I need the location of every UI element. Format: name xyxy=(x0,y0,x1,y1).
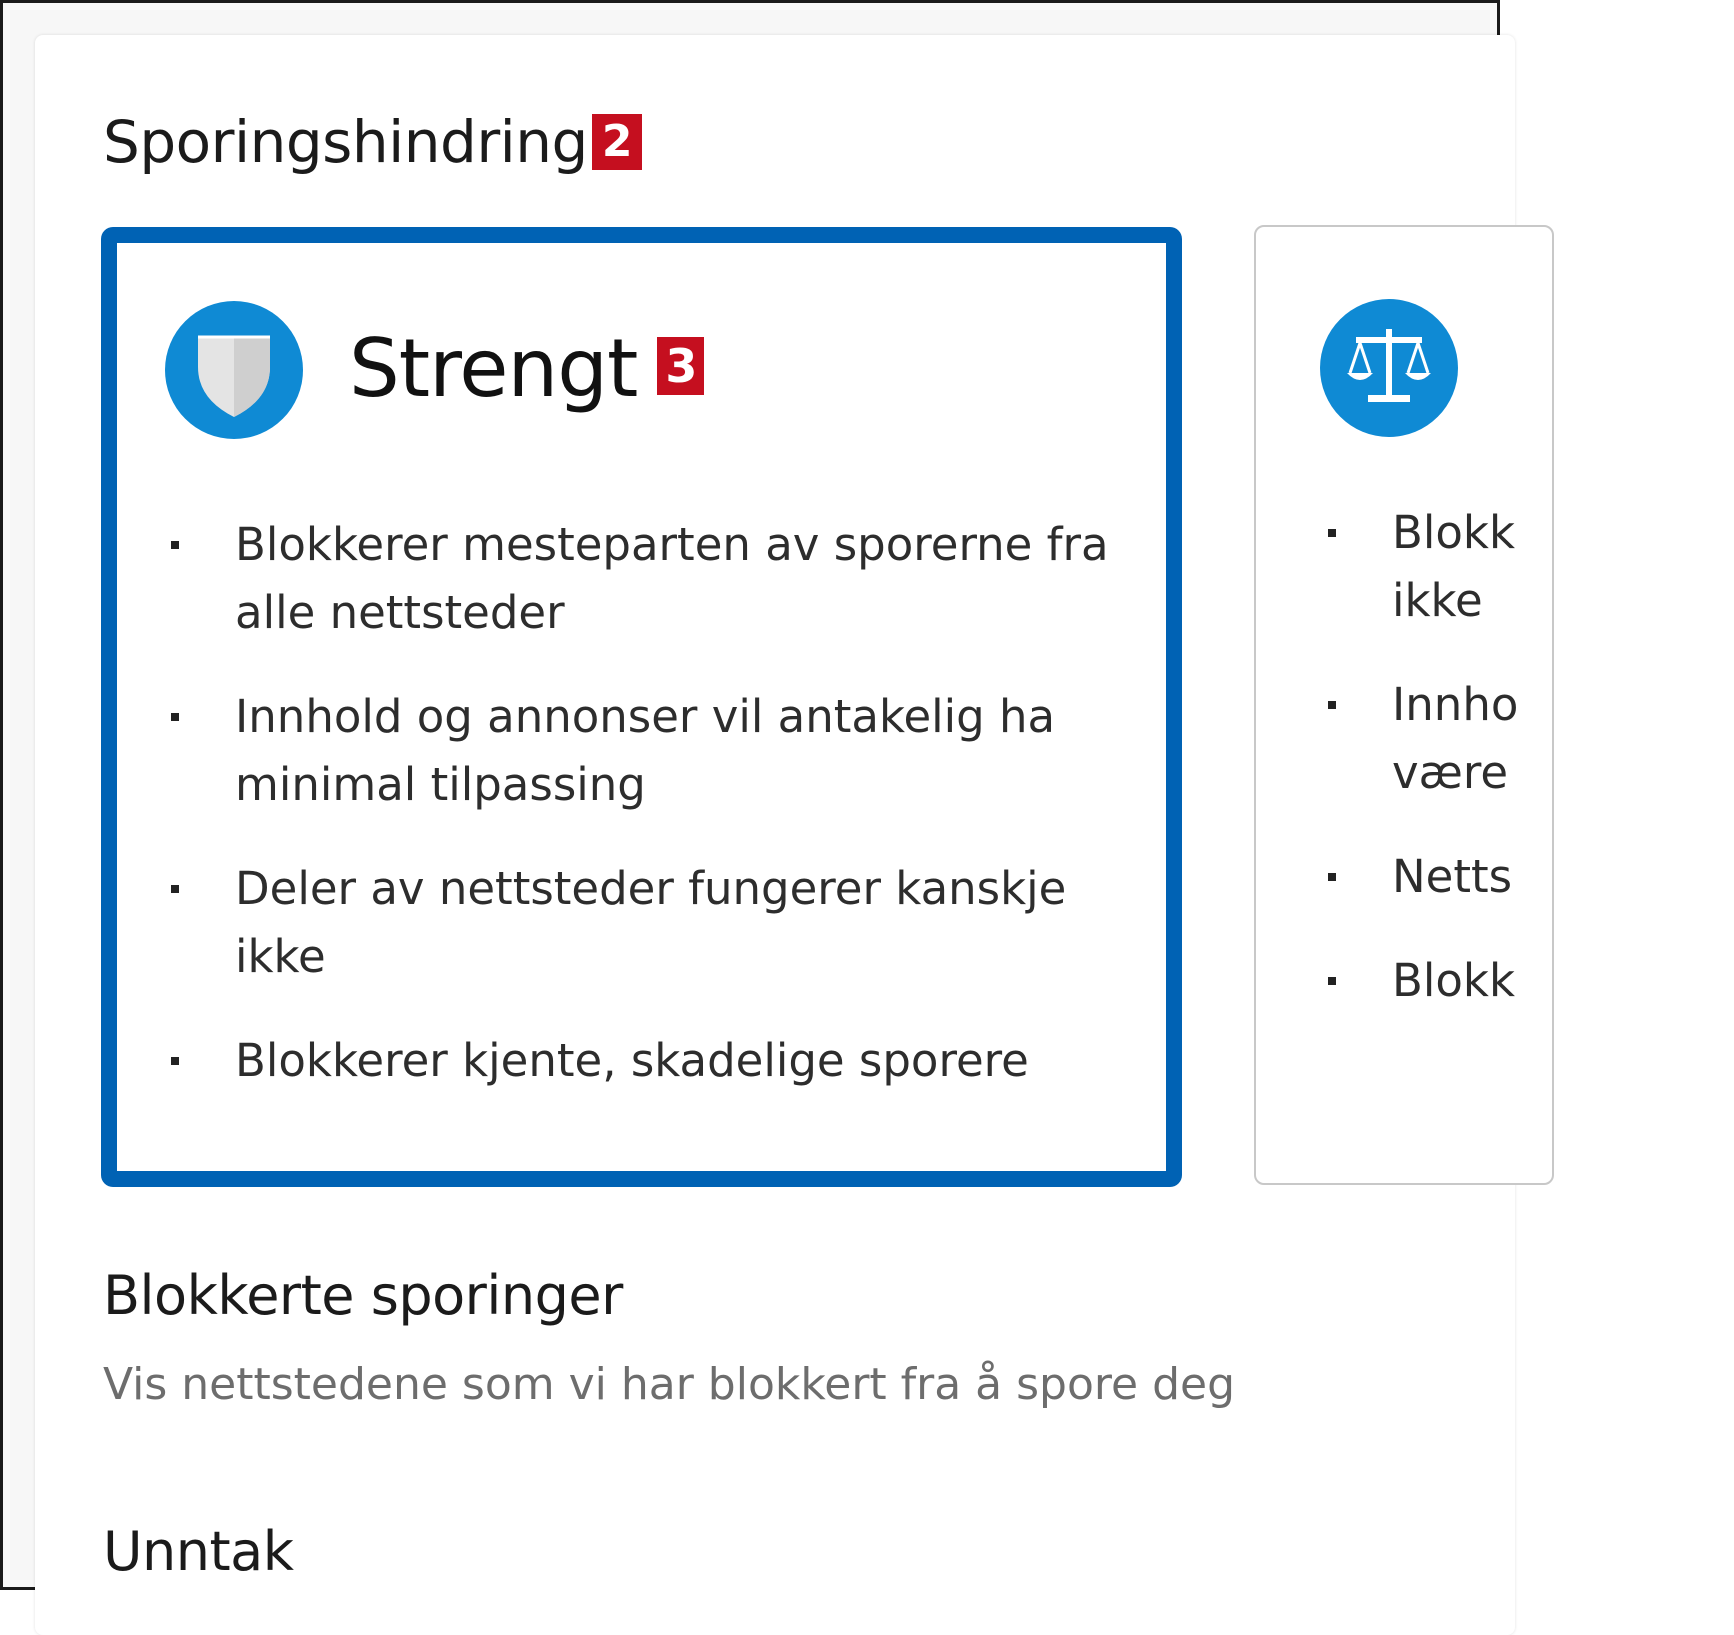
feature-text: Blokkerer kjente, skadelige sporere xyxy=(235,1034,1029,1087)
shield-icon xyxy=(165,301,303,439)
bullet-icon xyxy=(171,713,179,721)
feature-list xyxy=(157,511,1117,1131)
feature-item xyxy=(157,511,1117,647)
feature-item xyxy=(157,683,1117,819)
feature-item xyxy=(1314,947,1734,1015)
feature-item xyxy=(1314,499,1734,635)
feature-text: Netts xyxy=(1392,850,1513,903)
blocked-trackers-description: Vis nettstedene som vi har blokkert fra å spore deg xyxy=(103,1359,1236,1410)
step-badge: 2 xyxy=(592,114,642,170)
bullet-icon xyxy=(171,541,179,549)
scales-icon xyxy=(1320,299,1458,437)
strict-option-card[interactable] xyxy=(101,227,1182,1187)
bullet-icon xyxy=(171,1057,179,1065)
feature-item xyxy=(157,855,1117,991)
blocked-trackers-link[interactable]: Blokkerte sporinger xyxy=(103,1264,623,1327)
feature-item xyxy=(1314,843,1734,911)
feature-text: Innhold og annonser vil antakelig ha minimal tilpassing xyxy=(235,690,1056,811)
feature-text: Innho xyxy=(1392,678,1519,731)
feature-text: Blokk xyxy=(1392,506,1516,559)
exceptions-heading[interactable]: Unntak xyxy=(103,1520,294,1583)
feature-text: Blokkerer mesteparten av sporerne fra alle nettsteder xyxy=(235,518,1109,639)
feature-list xyxy=(1314,499,1734,1051)
feature-item xyxy=(157,1027,1117,1095)
step-badge: 3 xyxy=(657,337,704,395)
balanced-option-card[interactable] xyxy=(1254,225,1554,1185)
strict-option-title-text: Strengt xyxy=(349,322,638,415)
feature-text: Deler av nettsteder fungerer kanskje ikke xyxy=(235,862,1067,983)
bullet-icon xyxy=(171,885,179,893)
section-title xyxy=(103,107,642,177)
feature-text: Blokk xyxy=(1392,954,1516,1007)
bullet-icon xyxy=(1328,529,1336,537)
strict-option-title xyxy=(349,321,704,417)
section-title-text: Sporingshindring xyxy=(103,108,588,176)
bullet-icon xyxy=(1328,701,1336,709)
bullet-icon xyxy=(1328,977,1336,985)
feature-item xyxy=(1314,671,1734,807)
feature-text: være xyxy=(1392,746,1509,799)
feature-text: ikke xyxy=(1392,574,1483,627)
bullet-icon xyxy=(1328,873,1336,881)
